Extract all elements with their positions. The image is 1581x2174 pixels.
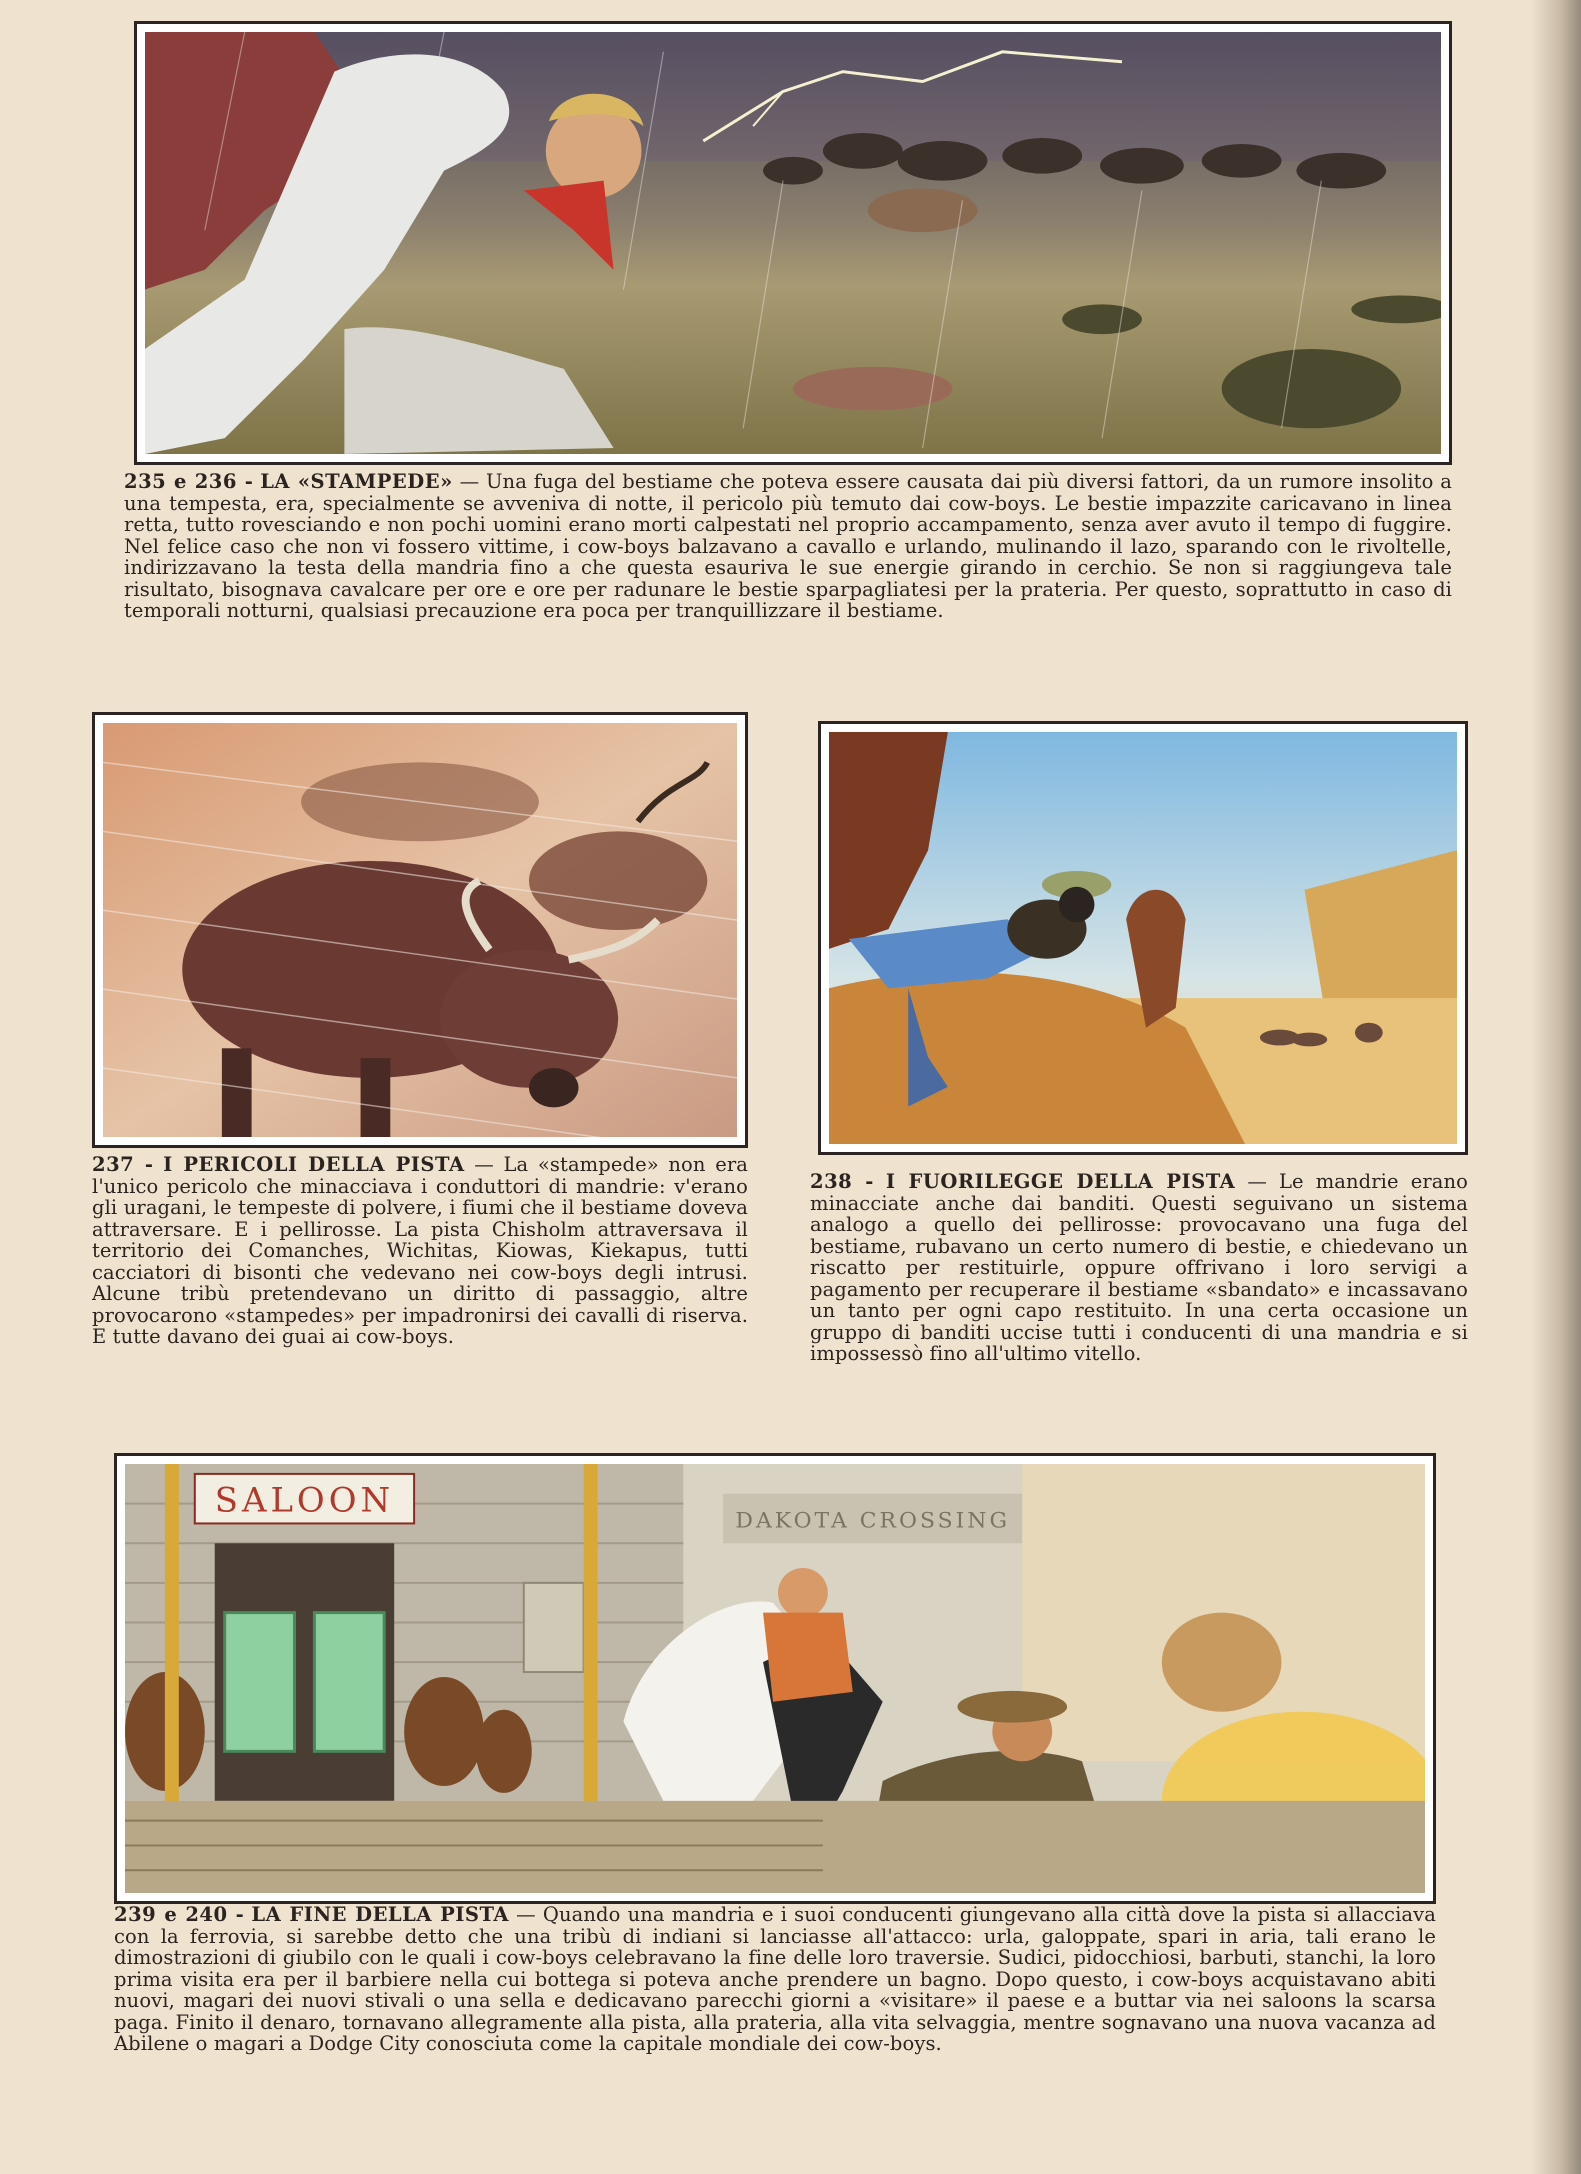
- caption-pericoli-title: I PERICOLI DELLA PISTA: [163, 1153, 465, 1176]
- caption-pericoli-text: — La «stampede» non era l'unico pericolo che minacciava i conduttori di mandrie: v'erano gli uragani, le tempeste di polvere, i fiumi che il bestiame doveva attraversare. E i pellirosse. La pista Chisholm attraversava il territorio dei Comanches, Wichitas, Kiowas, Kiekapus, tutti cacciatori di bisonti che vedevano nei cow-boys degli intrusi. Alcune tribù pretendevano un diritto di passaggio, altre provocarono «stampedes» per impadronirsi dei cavalli di riserva. E tutte davano dei guai ai cow-boys.: [92, 1153, 748, 1348]
- caption-fine-title: LA FINE DELLA PISTA: [251, 1903, 510, 1926]
- caption-pericoli-number: 237 -: [92, 1153, 154, 1176]
- page-edge-shadow: [1531, 0, 1581, 2174]
- caption-pericoli: [92, 1154, 748, 1348]
- storm-cattle-scene: [103, 723, 737, 1137]
- illustration-fine: [114, 1453, 1436, 1904]
- caption-stampede-text: — Una fuga del bestiame che poteva essere causata dai più diversi fattori, da un rumore insolito a una tempesta, era, specialmente se avveniva di notte, il pericolo più temuto dai cow-boys. Le bestie impazzite caricavano in linea retta, tutto rovesciando e non pochi uomini erano morti calpestati nel proprio accampamento, senza aver avuto il tempo di fuggire. Nel felice caso che non vi fossero vittime, i cow-boys balzavano a cavallo e urlando, mulinando il lazo, sparando con le rivoltelle, indirizzavano la testa della mandria fino a che questa esauriva le sue energie girando in cerchio. Se non si raggiungeva tale risultato, bisognava cavalcare per ore e ore per radunare le bestie sparpagliatesi per la prateria. Per questo, soprattutto in caso di temporali notturni, qualsiasi precauzione era poca per tranquillizzare il bestiame.: [124, 470, 1452, 622]
- illustration-pericoli: [92, 712, 748, 1148]
- caption-fuorilegge-title: I FUORILEGGE DELLA PISTA: [885, 1170, 1236, 1193]
- caption-stampede: [124, 471, 1452, 622]
- saloon-street-scene: [125, 1464, 1425, 1893]
- illustration-fuorilegge: [818, 721, 1468, 1155]
- outlaw-desert-scene: [829, 732, 1457, 1144]
- stampede-scene: [145, 32, 1441, 454]
- caption-fine-text: — Quando una mandria e i suoi conducenti giungevano alla città dove la pista si allacciava con la ferrovia, si sarebbe detto che una tribù di indiani si lanciasse all'attacco: urla, galoppate, spari in aria, tali erano le dimostrazioni di giubilo con le quali i cow-boys celebravano la fine delle loro traversie. Sudici, pidocchiosi, barbuti, stanchi, la loro prima visita era per il barbiere nella cui bottega si poteva anche prendere un bagno. Dopo questo, i cow-boys acquistavano abiti nuovi, magari dei nuovi stivali o una sella e dedicavano parecchi giorni a «visitare» il paese e a buttar via nei saloons la scarsa paga. Finito il denaro, tornavano allegramente alla pista, alla prateria, alla vita selvaggia, mentre sognavano una nuova vacanza ad Abilene o magari a Dodge City conosciuta come la capitale mondiale dei cow-boys.: [114, 1903, 1436, 2055]
- caption-fuorilegge: [810, 1171, 1468, 1365]
- caption-fuorilegge-number: 238 -: [810, 1170, 874, 1193]
- caption-stampede-number: 235 e 236 -: [124, 470, 254, 493]
- caption-fuorilegge-text: — Le mandrie erano minacciate anche dai banditi. Questi seguivano un sistema analogo a quello dei pellirosse: provocavano una fuga del bestiame, rubavano un certo numero di bestie, e chiedevano un riscatto per restituirle, oppure offrivano i loro servigi a pagamento per recuperare il bestiame «sbandato» e incassavano un tanto per ogni capo restituito. In una certa occasione un gruppo di banditi uccise tutti i conducenti di una mandria e si impossessò fino all'ultimo vitello.: [810, 1170, 1468, 1365]
- caption-stampede-title: LA «STAMPEDE»: [260, 470, 453, 493]
- illustration-stampede: [134, 21, 1452, 465]
- caption-fine: [114, 1904, 1436, 2055]
- caption-fine-number: 239 e 240 -: [114, 1903, 245, 1926]
- saloon-sign: SALOON: [214, 1480, 395, 1520]
- dakota-crossing-sign: DAKOTA CROSSING: [735, 1508, 1010, 1534]
